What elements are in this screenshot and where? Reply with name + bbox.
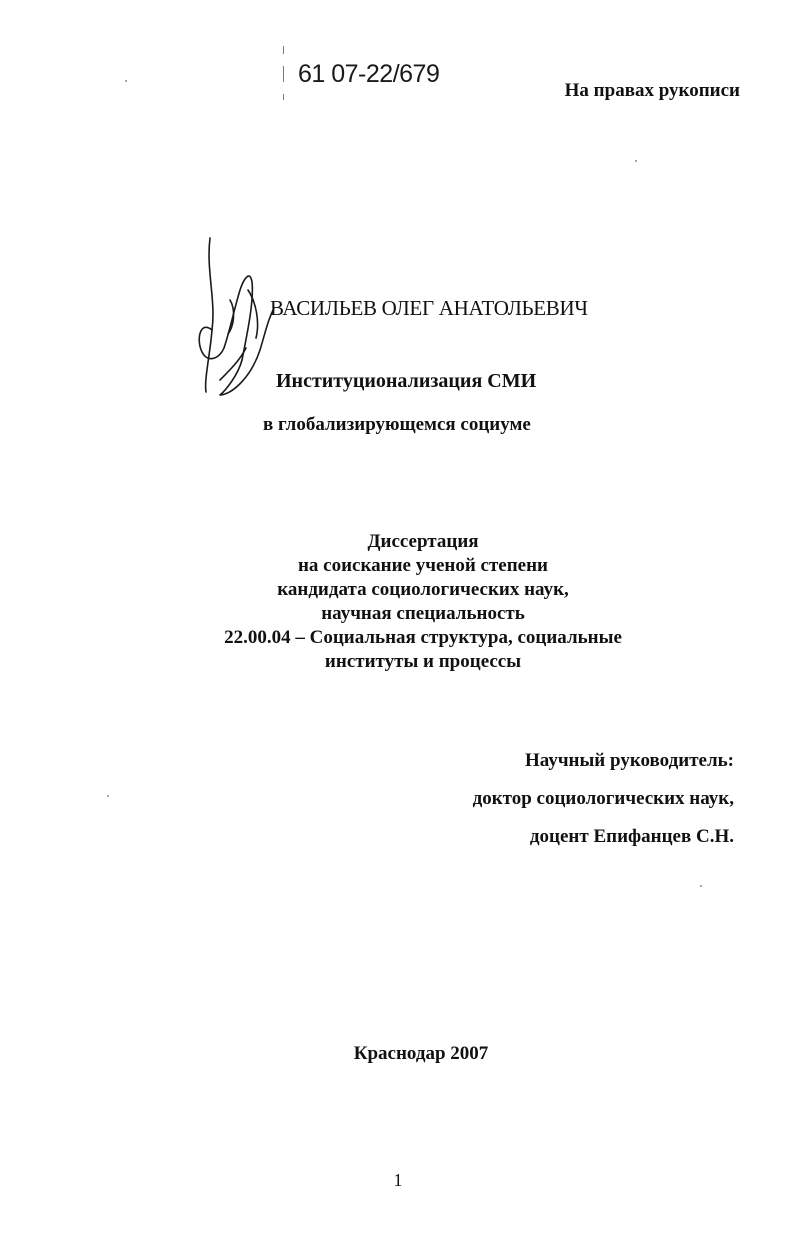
scan-speck: [635, 160, 637, 162]
dissertation-block: [0, 530, 796, 674]
dissertation-label: Диссертация: [367, 531, 479, 552]
thesis-title-line-2: в глобализирующемся социуме: [263, 414, 531, 435]
scan-speck: [125, 80, 127, 82]
signature-icon: [190, 230, 280, 400]
stamp-mark: [283, 94, 284, 100]
specialty-label: научная специальность: [321, 603, 525, 624]
scan-speck: [107, 795, 109, 797]
scan-speck: [700, 885, 702, 887]
supervisor-degree: доктор социологических наук,: [472, 788, 734, 809]
manuscript-rights-note: На правах рукописи: [564, 80, 740, 101]
stamp-mark: [283, 66, 284, 82]
specialty-code: 22.00.04 – Социальная структура, социальные: [224, 627, 622, 648]
city-year: Краснодар 2007: [353, 1043, 489, 1064]
page-number: 1: [393, 1170, 403, 1190]
supervisor-name: доцент Епифанцев С.Н.: [529, 826, 734, 847]
archive-stamp-number: 61 07-22/679: [298, 60, 440, 88]
stamp-mark: [283, 46, 284, 54]
supervisor-heading: Научный руководитель:: [525, 750, 734, 771]
thesis-title-line-1: Институционализация СМИ: [276, 370, 537, 392]
degree-name: кандидата социологических наук,: [277, 579, 569, 600]
degree-purpose: на соискание ученой степени: [297, 555, 548, 576]
author-name: ВАСИЛЬЕВ ОЛЕГ АНАТОЛЬЕВИЧ: [270, 296, 588, 320]
specialty-name: институты и процессы: [324, 651, 522, 672]
